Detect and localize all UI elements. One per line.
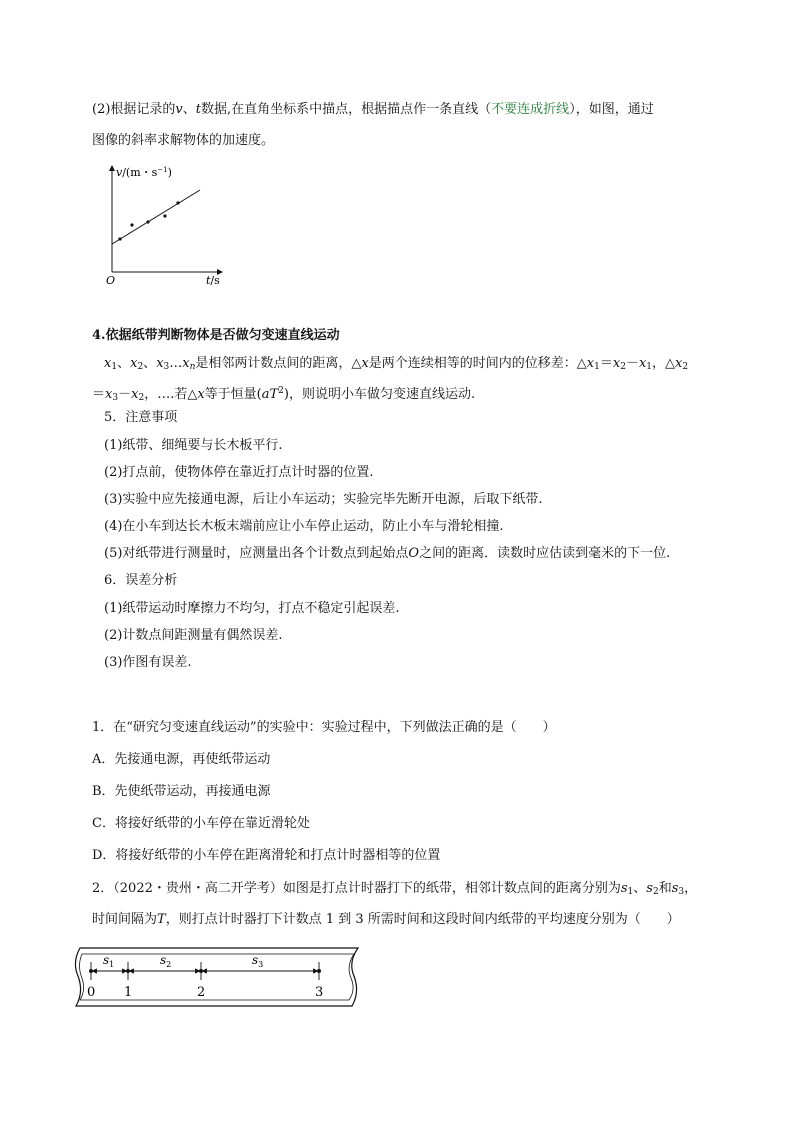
- count-point: [199, 969, 203, 973]
- math: 3: [163, 362, 170, 372]
- point-label-1: 1: [124, 985, 133, 1000]
- math: 2: [652, 887, 659, 897]
- math: x: [638, 356, 647, 371]
- text: ＝: [599, 356, 613, 371]
- section6-item: (1)纸带运动时摩擦力不均匀，打点不稳定引起误差.: [104, 601, 400, 616]
- math: s: [671, 881, 679, 896]
- math: x: [612, 356, 621, 371]
- question1-option-a: A．先接通电源，再使纸带运动: [92, 752, 271, 767]
- text: ＝: [92, 387, 106, 402]
- text: 和: [658, 881, 672, 896]
- question1-option-d: D．将接好纸带的小车停在距离滑轮和打点计时器相等的位置: [92, 848, 441, 863]
- point-label-2: 2: [197, 985, 206, 1000]
- math: x: [197, 387, 205, 402]
- question2-line2: [92, 910, 680, 930]
- math: T: [157, 912, 166, 927]
- math: 2: [137, 362, 144, 372]
- question1-option-b: B．先使纸带运动，再接通电源: [92, 784, 271, 799]
- math: 1: [594, 362, 600, 372]
- math: x: [361, 356, 369, 371]
- text: ，△: [652, 356, 676, 371]
- segment-label-s3: $s_3$: [252, 953, 264, 969]
- point-label-3: 3: [315, 985, 324, 1000]
- math: 1: [646, 362, 653, 372]
- text: 是两个连续相等的时间内的位移差：△: [368, 356, 587, 371]
- section5-item: (2)打点前，使物体停在靠近打点计时器的位置.: [104, 465, 374, 480]
- math: s: [620, 881, 628, 896]
- math: 1: [627, 887, 634, 897]
- math: 1: [111, 362, 118, 372]
- math: x: [156, 356, 164, 371]
- section6-heading: 6．误差分析: [104, 573, 178, 588]
- text: ，: [684, 881, 698, 896]
- math: aT: [261, 387, 279, 402]
- section4-line2: [92, 381, 475, 408]
- section6-item: (3)作图有误差.: [104, 655, 192, 670]
- math: x: [130, 356, 138, 371]
- text: ，则打点计时器打下计数点 1 到 3 所需时间和这段时间内纸带的平均速度分别为（ ）: [165, 912, 680, 927]
- text: －: [118, 387, 132, 402]
- text: (5)对纸带进行测量时，应测量出各个计数点到起始点: [104, 546, 409, 561]
- math: x: [105, 387, 113, 402]
- x-axis-label: t/s: [206, 274, 220, 287]
- question2-line1: [92, 879, 697, 902]
- math: x: [104, 356, 112, 371]
- text: ，….若△: [144, 387, 198, 402]
- text: 、: [633, 881, 647, 896]
- data-point: [176, 201, 179, 204]
- section6-item: (2)计数点间距测量有偶然误差.: [104, 628, 283, 643]
- text: 等于恒量(: [204, 387, 262, 402]
- count-point: [317, 969, 321, 973]
- question1-option-c: C．将接好纸带的小车停在靠近滑轮处: [92, 816, 310, 831]
- data-point: [118, 237, 121, 240]
- section5-heading: 5．注意事项: [104, 410, 178, 425]
- fit-line: [112, 190, 200, 244]
- math: O: [408, 546, 420, 561]
- text: 是相邻两计数点间的距离，△: [195, 356, 362, 371]
- text: …: [169, 356, 183, 371]
- green-note: 不要连成折线: [491, 102, 570, 117]
- math: 2: [682, 362, 689, 372]
- segment-label-s1: $s_1$: [103, 953, 115, 969]
- section2-line1: [92, 100, 654, 120]
- math: x: [182, 356, 190, 371]
- text: (2)根据记录的: [92, 102, 176, 117]
- var-t: t: [195, 102, 202, 117]
- data-point: [130, 223, 133, 226]
- text: )，则说明小车做匀变速直线运动.: [283, 387, 476, 402]
- section5-item: [104, 544, 670, 564]
- paper-tape-diagram: [72, 944, 364, 1010]
- math: n: [189, 362, 196, 372]
- data-point: [163, 214, 166, 217]
- math: 2: [620, 362, 626, 372]
- vt-graph: [100, 160, 230, 288]
- math: 3: [112, 393, 119, 403]
- text: 数据,在直角坐标系中描点，根据描点作一条直线（: [201, 102, 492, 117]
- section2-line2: 图像的斜率求解物体的加速度。: [92, 133, 275, 148]
- tape-inner-outline: [80, 954, 355, 1000]
- text: 之间的距离．读数时应估读到毫米的下一位.: [419, 546, 671, 561]
- data-point: [146, 220, 149, 223]
- text: 2．（2022・贵州・高二开学考）如图是打点计时器打下的纸带，相邻计数点间的距离分别为: [92, 881, 621, 896]
- math: 2: [278, 386, 284, 396]
- section5-item: (3)实验中应先接通电源，后让小车运动；实验完毕先断开电源，后取下纸带.: [104, 492, 543, 507]
- text: 、: [143, 356, 157, 371]
- section4-heading: 4.依据纸带判断物体是否做匀变速直线运动: [92, 328, 340, 343]
- text: ），如图，通过: [569, 102, 654, 117]
- math: x: [131, 387, 139, 402]
- section5-item: (4)在小车到达长木板末端前应让小车停止运动，防止小车与滑轮相撞.: [104, 519, 504, 534]
- text: 时间间隔为: [92, 912, 158, 927]
- text: 、: [117, 356, 131, 371]
- var-v: v: [175, 102, 183, 117]
- math: 3: [678, 887, 685, 897]
- segment-label-s2: $s_2$: [160, 953, 172, 969]
- count-point: [89, 969, 93, 973]
- point-label-0: 0: [87, 985, 96, 1000]
- question1-stem: 1．在“研究匀变速直线运动”的实验中：实验过程中，下列做法正确的是（ ）: [92, 720, 556, 735]
- math: 2: [138, 393, 145, 403]
- text: －: [625, 356, 639, 371]
- math: s: [646, 881, 653, 896]
- math: x: [586, 356, 595, 371]
- math: x: [675, 356, 683, 371]
- section5-item: (1)纸带、细绳要与长木板平行.: [104, 438, 283, 453]
- section4-line1: [104, 354, 688, 377]
- origin-label: O: [106, 274, 116, 287]
- count-point: [126, 969, 130, 973]
- y-axis-label: v/(m・$s^{-1}$): [116, 166, 172, 179]
- text: 、: [182, 102, 196, 117]
